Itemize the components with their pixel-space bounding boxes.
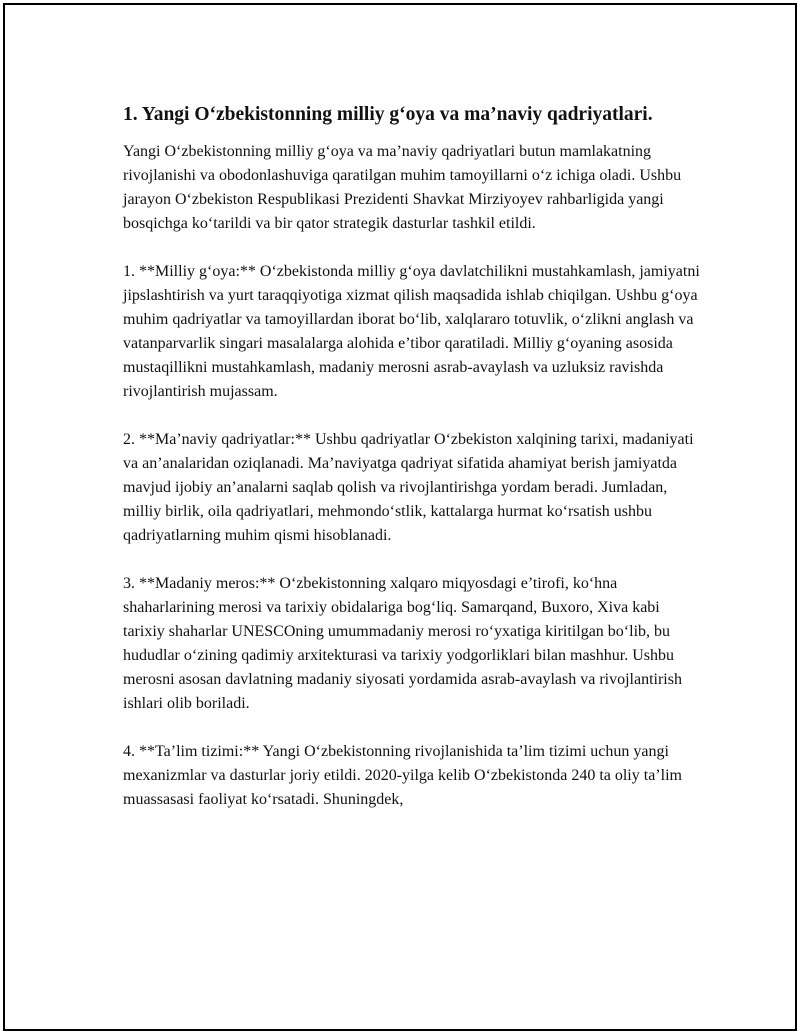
intro-paragraph: Yangi O‘zbekistonning milliy g‘oya va ma’naviy qadriyatlari butun mamlakatning rivojlanishi va obodonlashuviga qaratilgan muhim tamoyillarni o‘z ichiga oladi. Ushbu jarayon O‘zbekiston Respublikasi Prezidenti Shavkat Mirziyoyev rahbarligida yangi bosqichga ko‘tarildi va bir qator strategik dasturlar tashkil etildi. xyxy=(123,143,682,232)
section-milliy-goya: 1. **Milliy g‘oya:** O‘zbekistonda milliy g‘oya davlatchilikni mustahkamlash, jamiyatni jipslashtirish va yurt taraqqiyotiga xizmat qilish maqsadida ishlab chiqilgan. Ushbu g‘oya muhim qadriyatlar va tamoyillardan iborat bo‘lib, xalqlararo totuvlik, o‘zlikni anglash va vatanparvarlik singari masalalarga alohida e’tibor qaratiladi. Milliy g‘oyaning asosida mustaqillikni mustahkamlash, madaniy merosni asrab-avaylash va uzluksiz ravishda rivojlantirish mujassam. xyxy=(123,263,700,400)
document-body xyxy=(123,101,703,836)
section-manaviy-qadriyatlar: 2. **Ma’naviy qadriyatlar:** Ushbu qadriyatlar O‘zbekiston xalqining tarixi, madaniyati va an’analaridan oziqlanadi. Ma’naviyatga qadriyat sifatida ahamiyat berish jamiyatda mavjud ijobiy an’analarni saqlab qolish va rivojlantirishga yordam beradi. Jumladan, milliy birlik, oila qadriyatlari, mehmondo‘stlik, kattalarga hurmat ko‘rsatish ushbu qadriyatlarning muhim qismi hisoblanadi. xyxy=(123,431,694,544)
page-frame xyxy=(3,3,797,1031)
section-talim-tizimi: 4. **Ta’lim tizimi:** Yangi O‘zbekistonning rivojlanishida ta’lim tizimi uchun yangi mexanizmlar va dasturlar joriy etildi. 2020-yilga kelib O‘zbekistonda 240 ta oliy ta’lim muassasasi faoliyat ko‘rsatadi. Shuningdek, xyxy=(123,743,682,808)
section-madaniy-meros: 3. **Madaniy meros:** O‘zbekistonning xalqaro miqyosdagi e’tirofi, ko‘hna shaharlarining merosi va tarixiy obidalariga bog‘liq. Samarqand, Buxoro, Xiva kabi tarixiy shaharlar UNESCOning umummadaniy merosi ro‘yxatiga kiritilgan bo‘lib, bu hududlar o‘zining qadimiy arxitekturasi va tarixiy yodgorliklari bilan mashhur. Ushbu merosni asosan davlatning madaniy siyosati yordamida asrab-avaylash va rivojlantirish ishlari olib boriladi. xyxy=(123,575,682,712)
document-heading: 1. Yangi O‘zbekistonning milliy g‘oya va ma’naviy qadriyatlari. xyxy=(123,104,653,125)
